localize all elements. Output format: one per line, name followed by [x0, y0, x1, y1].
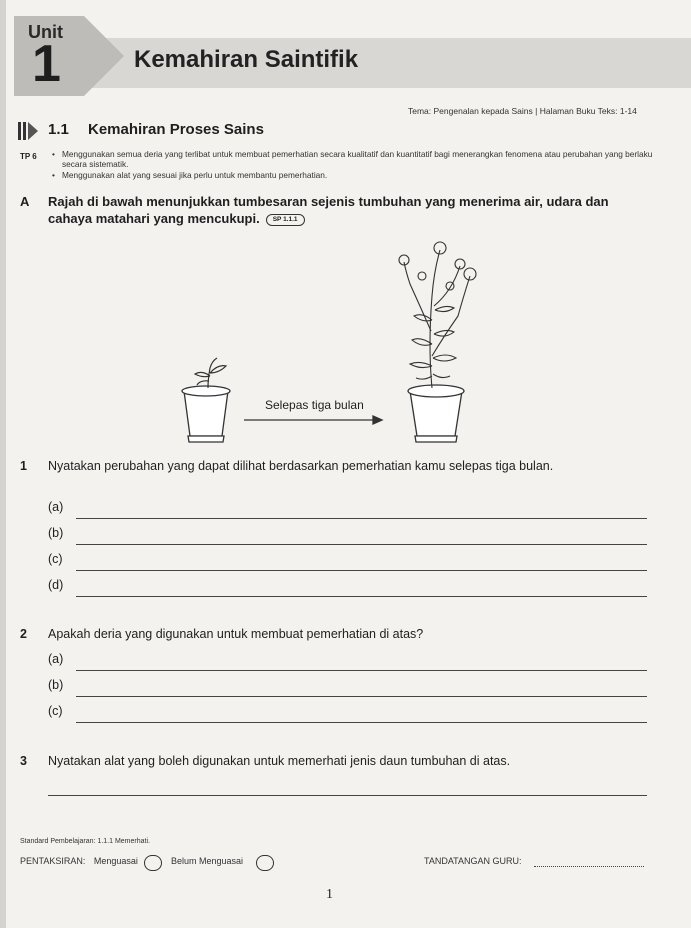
objectives-list: [52, 149, 656, 181]
answer-option-label: (d): [48, 578, 64, 592]
chapter-title: Kemahiran Saintifik: [134, 46, 359, 73]
question-number: 2: [20, 627, 27, 641]
seedling-icon: [195, 358, 226, 388]
theme-reference: Tema: Pengenalan kepada Sains | Halaman Buku Teks: 1-14: [408, 106, 637, 116]
flowering-plant-icon: [399, 242, 476, 388]
answer-option-label: (c): [48, 704, 63, 718]
learning-standard: Standard Pembelajaran: 1.1.1 Memerhati.: [20, 838, 150, 845]
teacher-signature-label: TANDATANGAN GURU:: [424, 856, 522, 866]
section-title: Kemahiran Proses Sains: [88, 121, 264, 138]
answer-line[interactable]: [48, 795, 647, 796]
answer-line[interactable]: [76, 596, 647, 597]
answer-option-label: (b): [48, 678, 64, 692]
answer-line[interactable]: [76, 722, 647, 723]
large-plant-pot: [408, 385, 464, 442]
assessment-label: PENTAKSIRAN:: [20, 856, 86, 866]
question-text: Apakah deria yang digunakan untuk membuat pemerhatian di atas?: [48, 627, 424, 641]
assessment-row: [20, 856, 243, 866]
answer-option-label: (a): [48, 500, 64, 514]
tp-label: TP 6: [20, 152, 37, 161]
not-mastered-checkbox[interactable]: [256, 855, 274, 871]
page-spine-shadow: [0, 0, 6, 928]
objective-item: • Menggunakan semua deria yang terlibat untuk membuat pemerhatian secara kualitatif dan kuantitatif bagi menerangkan fenomena atau perubahan yang berlaku secara sistematik.: [52, 149, 656, 169]
unit-tab-arrow: [84, 16, 124, 96]
not-mastered-label: Belum Menguasai: [170, 856, 243, 866]
question-text: Nyatakan perubahan yang dapat dilihat berdasarkan pemerhatian kamu selepas tiga bulan.: [48, 459, 554, 473]
unit-number: 1: [32, 35, 61, 93]
answer-line[interactable]: [76, 518, 647, 519]
section-marker-icon: [18, 122, 28, 140]
part-a-intro: [48, 193, 654, 227]
plant-growth-figure: [170, 236, 490, 451]
section-number: 1.1: [48, 121, 69, 138]
sp-badge: SP 1.1.1: [266, 214, 305, 226]
question-number: 1: [20, 459, 27, 473]
unit-label: Unit: [28, 22, 63, 42]
small-plant-pot: [182, 386, 230, 442]
answer-option-label: (c): [48, 552, 63, 566]
question-number: 3: [20, 754, 27, 768]
growth-arrow: [244, 416, 382, 424]
answer-option-label: (b): [48, 526, 64, 540]
teacher-signature-line[interactable]: [534, 866, 644, 867]
answer-line[interactable]: [76, 696, 647, 697]
answer-line[interactable]: [76, 570, 647, 571]
page-number: 1: [326, 887, 333, 902]
objective-item: • Menggunakan alat yang sesuai jika perlu untuk membantu pemerhatian.: [52, 170, 656, 180]
intro-text: Rajah di bawah menunjukkan tumbesaran sejenis tumbuhan yang menerima air, udara dan cahaya matahari yang mencukupi.: [48, 194, 609, 226]
part-letter: A: [20, 194, 30, 209]
mastered-label: Menguasai: [93, 856, 138, 866]
figure-arrow-label: Selepas tiga bulan: [265, 398, 364, 412]
answer-option-label: (a): [48, 652, 64, 666]
answer-line[interactable]: [76, 544, 647, 545]
question-text: Nyatakan alat yang boleh digunakan untuk memerhati jenis daun tumbuhan di atas.: [48, 754, 511, 768]
mastered-checkbox[interactable]: [144, 855, 162, 871]
answer-line[interactable]: [76, 670, 647, 671]
